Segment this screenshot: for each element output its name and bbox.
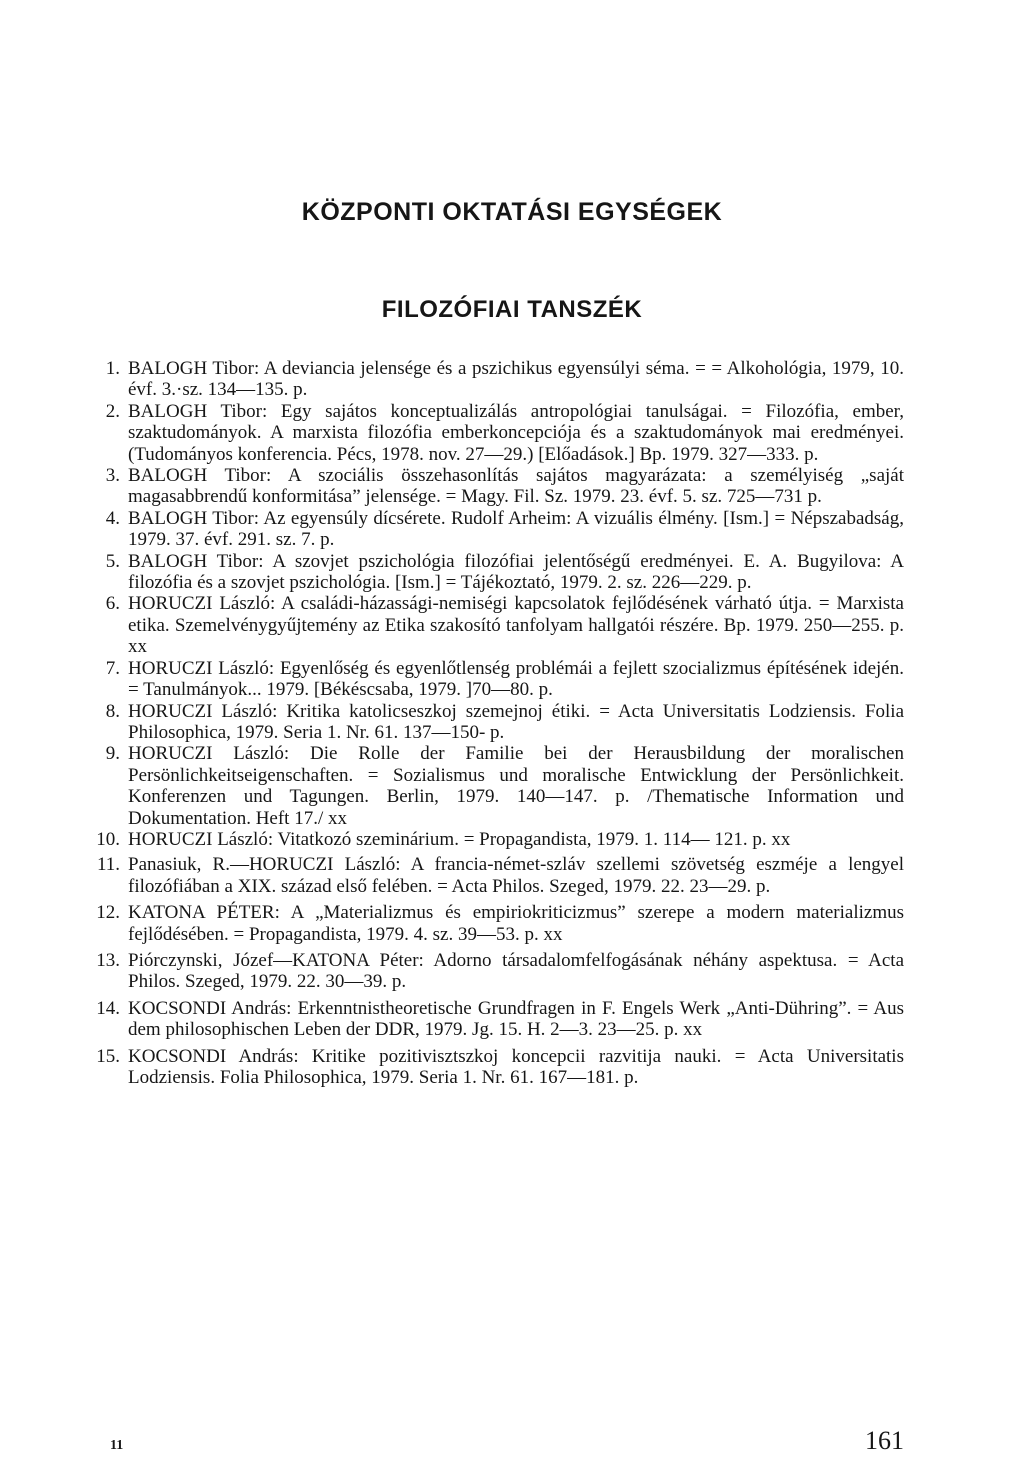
bibliography-entry	[96, 997, 904, 1041]
entry-text: BALOGH Tibor: A szovjet pszichológia filozófiai jelentőségű eredményei. E. A. Bugyilova: A filozófia és a szovjet pszichológia. [Ism.] = Tájékoztató, 1979. 2. sz. 226—229. p.	[128, 550, 904, 594]
section-title: FILOZÓFIAI TANSZÉK	[381, 296, 643, 323]
page-number: 161	[865, 1426, 904, 1455]
bibliography-entry	[105, 743, 904, 829]
entry-number: 2.	[105, 400, 120, 422]
entry-number: 6.	[105, 593, 120, 615]
entry-text: BALOGH Tibor: A deviancia jelensége és a pszichikus egyensúlyi séma. = = Alkohológia, 1979, 10. évf. 3.·sz. 134—135. p.	[128, 358, 904, 401]
bibliography-entry	[105, 700, 904, 744]
entry-number: 15.	[96, 1045, 120, 1067]
entry-number: 14.	[96, 997, 120, 1019]
bibliography-entry	[96, 1045, 904, 1089]
bibliography-entry	[105, 657, 904, 701]
entry-number: 3.	[105, 465, 120, 487]
entry-number: 13.	[96, 949, 120, 971]
bibliography-entry	[96, 854, 904, 897]
bibliography-entry	[96, 828, 904, 850]
entry-number: 1.	[105, 358, 120, 379]
bibliography-entry	[105, 465, 904, 508]
bibliography-entry	[105, 358, 904, 401]
entry-text: KOCSONDI András: Kritike pozitivisztszkoj koncepcii razvitija nauki. = Acta Universitatis Lodziensis. Folia Philosophica, 1979. Seria 1. Nr. 61. 167—181. p.	[128, 1045, 904, 1088]
entry-number: 11.	[96, 854, 120, 876]
entry-text: HORUCZI László: Die Rolle der Familie bei der Herausbildung der moralischen Persönlichkeitseigenschaften. = Sozialismus und moralische Entwicklung der Persönlichkeit. Konferenzen und Tagungen. Berlin, 1979. 140—147. p. /Thematische Information und Dokumentation. Heft 17./ xx	[128, 743, 904, 829]
entry-text: HORUCZI László: A családi-házassági-nemiségi kapcsolatok fejlődésének várható útja. = Marxista etika. Szemelvénygyűjtemény az Etika szakosító tanfolyam hallgatói részére. Bp. 1979. 250—255. p. xx	[128, 593, 904, 658]
entry-number: 8.	[105, 700, 120, 722]
bibliography-entry	[96, 949, 904, 993]
bibliography-entry	[105, 593, 904, 658]
bibliography-entry	[105, 400, 904, 465]
bibliography-entry	[105, 550, 904, 594]
bibliography-entry	[105, 507, 904, 551]
entry-text: Panasiuk, R.—HORUCZI László: A francia-német-szláv szellemi szövetség eszméje a lengyel filozófiában a XIX. század első felében. = Acta Philos. Szeged, 1979. 22. 23—29. p.	[128, 854, 904, 897]
entry-text: BALOGH Tibor: Egy sajátos konceptualizálás antropológiai tanulságai. = Filozófia, ember, szaktudományok. A marxista filozófia emberkoncepciója és a szaktudományok mai eredményei. (Tudományos konferencia. Pécs, 1978. nov. 27—29.) [Előadások.] Bp. 1979. 327—333. p.	[128, 400, 904, 465]
entry-number: 5.	[105, 550, 120, 572]
entry-text: HORUCZI László: Egyenlőség és egyenlőtlenség problémái a fejlett szocializmus építésének idején. = Tanulmányok... 1979. [Békéscsaba, 1979. ]70—80. p.	[128, 657, 904, 701]
entry-text: HORUCZI László: Vitatkozó szeminárium. = Propagandista, 1979. 1. 114— 121. p. xx	[128, 828, 791, 850]
entry-number: 4.	[105, 507, 120, 529]
entry-number: 9.	[105, 743, 120, 765]
entry-number: 10.	[96, 828, 120, 850]
entry-text: BALOGH Tibor: Az egyensúly dícsérete. Rudolf Arheim: A vizuális élmény. [Ism.] = Népszabadság, 1979. 37. évf. 291. sz. 7. p.	[128, 507, 904, 551]
entry-text: Piórczynski, Józef—KATONA Péter: Adorno társadalomfelfogásának néhány aspektusa. = Acta Philos. Szeged, 1979. 22. 30—39. p.	[128, 949, 904, 993]
entry-text: HORUCZI László: Kritika katolicseszkoj szemejnoj étiki. = Acta Universitatis Lodziensis. Folia Philosophica, 1979. Seria 1. Nr. 61. 137—150- p.	[128, 700, 904, 743]
signature-mark: 11	[110, 1438, 124, 1453]
entry-text: BALOGH Tibor: A szociális összehasonlítás sajátos magyarázata: a személyiség „saját magasabbrendű konformitása” jelensége. = Magy. Fil. Sz. 1979. 23. évf. 5. sz. 725—731 p.	[128, 465, 904, 508]
entry-text: KOCSONDI András: Erkenntnistheoretische Grundfragen in F. Engels Werk „Anti-Dühring”. = Aus dem philosophischen Leben der DDR, 1979. Jg. 15. H. 2—3. 23—25. p. xx	[128, 997, 904, 1041]
entry-number: 7.	[105, 657, 120, 679]
entry-text: KATONA PÉTER: A „Materializmus és empiriokriticizmus” szerepe a modern materializmus fejlődésében. = Propagandista, 1979. 4. sz. 39—53. p. xx	[128, 902, 904, 945]
bibliography-list	[96, 358, 904, 1088]
entry-number: 12.	[96, 902, 120, 924]
page-title: KÖZPONTI OKTATÁSI EGYSÉGEK	[301, 198, 723, 226]
bibliography-entry	[96, 902, 904, 945]
